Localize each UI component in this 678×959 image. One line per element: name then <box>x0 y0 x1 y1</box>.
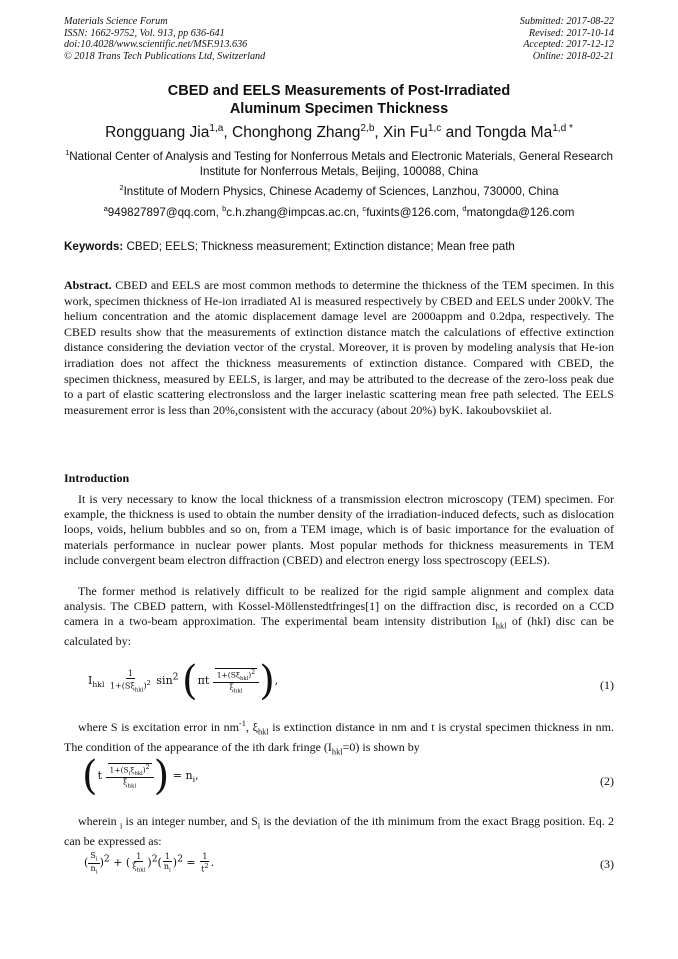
eq-symbol: t <box>97 769 103 782</box>
eq-den <box>227 683 244 695</box>
eq-sup: 2 <box>251 668 256 676</box>
eq-sqrt-text: 1+(Sξ <box>216 670 241 680</box>
eq-symbol: . <box>210 856 215 870</box>
eq-fraction <box>213 668 259 695</box>
intro-paragraph-1: It is very necessary to know the local thickness of a transmission electron microscopy (TEM) specimen. For example, the thickness is used to obtain the number density of the irradiation-induced defects, such as dislocation loops, voids, helium bubbles and so on, from a TEM image, which is of basic importance for the evaluation of materials performance in nuclear power plants. Most popular methods for thickness measurements in TEM include convergent beam electron diffraction (CBED) and electron energy loss spectroscopy (EELS). <box>64 492 614 567</box>
eq-sqrt-text: 1+(S <box>109 765 129 775</box>
affiliation-2 <box>64 185 614 200</box>
eq-num <box>213 668 259 683</box>
journal-header-right <box>520 16 614 62</box>
sqrt-icon: $1+(S\xi_{hkl})^2$ <box>216 668 256 682</box>
author-affil-sup: 1,c <box>427 122 442 134</box>
eq-symbol: = <box>186 856 196 870</box>
eq-sup: 2 <box>146 678 151 687</box>
eq-den <box>162 862 173 874</box>
equation-2 <box>64 752 614 812</box>
revised-date: Revised: 2017-10-14 <box>528 27 614 39</box>
email-sup: d <box>462 204 467 214</box>
copyright-line: © 2018 Trans Tech Publications Ltd, Switzerland <box>64 50 266 62</box>
eq-symbol: , <box>195 769 199 782</box>
online-date: Online: 2018-02-21 <box>532 50 614 62</box>
abstract-label: Abstract. <box>64 278 112 292</box>
affil-sup: 2 <box>119 183 124 193</box>
author-affil-sup: 1,d * <box>552 122 573 134</box>
accepted-date: Accepted: 2017-12-12 <box>523 39 614 51</box>
eq-den: $1+(S\xi_{hkl})^2$ <box>109 678 151 694</box>
para-sup: -1 <box>239 719 246 728</box>
equation-1-body <box>88 658 279 704</box>
eq-sub: hkl <box>134 770 143 777</box>
author-affil-sup: 2,b <box>360 122 375 134</box>
eq-symbol: πt <box>197 674 210 687</box>
abstract-text: CBED and EELS are most common methods to determine the thickness of the TEM specimen. In this work, specimen thickness of He-ion irradiated Al is measured respectively by CBED and EELS under 200kV. The helium concentration and the atomic displacement damage level are 2000appm and 0.2dpa, respectively. The CBED results show that the measurements of extinction distance match the calculations of effective extinction distance considering the deviation vector of the crystal. Moreover, it is proven by modeling analysis that He-ion irradiation does not affect the thickness measurements of extinction distance. Compared with CBED, the specimen thickness, measured by EELS, is larger, and may be attributed to the decrease of the zero-loss peak due to a part of elastic scattering electronsloss and the larger inelastic scattering mean free path selected. The EELS measurement error is less than 20%,consistent with the accuracy (about 20%) byK. Iakoubovskiiet al. <box>64 278 614 417</box>
eq-fraction <box>199 852 210 874</box>
eq-den <box>88 864 99 876</box>
doi-link[interactable]: doi:10.4028/www.scientific.net/MSF.913.636 <box>64 39 248 51</box>
para-text: of (hkl) disc can be calculated by: <box>64 614 614 648</box>
eq-sub: hkl <box>233 688 243 695</box>
abstract <box>64 278 614 418</box>
eq-den-text: ξ <box>123 777 128 787</box>
author-name: Xin Fu <box>383 124 428 141</box>
eq-fraction <box>108 669 153 693</box>
sqrt-icon: $1+(S_i\xi_{hkl})^2$ <box>109 763 150 777</box>
eq-den <box>130 862 147 874</box>
eq-symbol: t <box>201 864 205 874</box>
eq-den <box>121 778 138 790</box>
author-affil-sup: 1,a <box>209 122 224 134</box>
eq-sqrt-text: ξ <box>130 765 135 775</box>
eq-sup: 2 <box>177 853 183 865</box>
para-text: where S is excitation error in nm <box>78 720 240 734</box>
eq-symbol: n <box>163 862 169 872</box>
eq-fraction <box>88 851 99 875</box>
email-list <box>64 206 614 221</box>
eq-paren-close: ) <box>259 658 275 704</box>
intro-paragraph-2 <box>64 584 614 649</box>
para-text: The former method is relatively difficult to be realized for the rigid sample alignment and complex data analysis. The CBED pattern, with Kossel-Möllenstedtfringes[1] on the diffraction disc, is recorded on a CCD camera in a two-beam approximation. The experimental beam intensity distribution I <box>64 584 614 629</box>
eq-symbol: , <box>274 674 279 687</box>
equation-3-body: ( $\frac{S_i}{n_i}$ )$^2$ + ( $\frac{1}{\xi_{hkl}}$ )$^2$( $\frac{1}{n_i}$ )$^2$ = $\frac{1}{t^2}$ . <box>84 851 215 876</box>
paper-title <box>64 82 614 118</box>
para-text: is an integer number, and S <box>122 814 258 828</box>
email-link[interactable]: matongda@126.com <box>466 206 575 219</box>
eq-sub: hkl <box>134 687 144 694</box>
eq-paren-open: ( <box>181 658 198 704</box>
eq-den-text: 1+(Sξ <box>109 681 135 691</box>
eq-sub: hkl <box>240 675 249 682</box>
eq-sub: i <box>128 770 131 777</box>
eq-symbol: ξ <box>132 862 137 872</box>
submitted-date: Submitted: 2017-08-22 <box>519 16 614 27</box>
author-name: Tongda Ma <box>475 124 553 141</box>
eq-sub: hkl <box>92 680 105 690</box>
para-text: is the deviation of the ith minimum from the exact Bragg position. Eq. 2 can be expressed as: <box>64 814 614 848</box>
affil-sup: 1 <box>65 148 70 158</box>
eq-num: 1 <box>164 852 170 862</box>
para-sub: hkl <box>257 727 269 737</box>
author-name: Chonghong Zhang <box>232 124 361 141</box>
author-name: Rongguang Jia <box>105 124 210 141</box>
author-sep: , <box>374 124 384 141</box>
journal-name: Materials Science Forum <box>64 16 168 27</box>
eq-fraction <box>130 852 147 874</box>
title-line-2: Aluminum Specimen Thickness <box>229 101 449 117</box>
eq-sup: 2 <box>204 862 209 871</box>
eq-sub: i <box>95 869 98 876</box>
eq-sub: hkl <box>136 867 146 874</box>
eq-num: 1 <box>136 852 142 862</box>
email-sup: c <box>362 204 367 214</box>
section-heading-introduction: Introduction <box>64 471 130 485</box>
para-sub: i <box>257 821 261 831</box>
email-sup: a <box>103 204 108 214</box>
eq-den-text: ξ <box>229 682 234 692</box>
eq-paren-close: ) <box>153 753 170 799</box>
eq-fraction <box>106 763 154 790</box>
affiliation-1 <box>64 150 614 179</box>
para-sub: hkl <box>495 621 507 631</box>
author-sep: and <box>441 124 476 141</box>
eq-symbol: I <box>88 674 93 687</box>
equation-1 <box>64 653 614 713</box>
affil-text: Institute of Modern Physics, Chinese Academy of Sciences, Lanzhou, 730000, China <box>123 185 559 198</box>
eq-sup: 2 <box>145 763 150 771</box>
keywords-text: CBED; EELS; Thickness measurement; Extinction distance; Mean free path <box>123 240 515 253</box>
eq-paren-open: ( <box>82 753 98 799</box>
equation-number: (1) <box>600 678 614 692</box>
para-sub: hkl <box>331 746 343 756</box>
eq-symbol: S <box>90 851 96 860</box>
para-text: , ξ <box>246 720 258 734</box>
intro-paragraph-4 <box>64 814 614 849</box>
eq-fraction <box>162 852 173 874</box>
affil-text: National Center of Analysis and Testing for Nonferrous Metals and Electronic Materials, General Research Institute for Nonferrous Metals, Beijing, 100088, China <box>69 150 613 178</box>
eq-den <box>199 862 210 874</box>
author-sep: , <box>223 124 232 141</box>
eq-sup: 2 <box>103 853 110 865</box>
eq-sub: i <box>95 856 98 863</box>
eq-sub: i <box>168 867 171 874</box>
para-text: is extinction distance in nm and t is crystal specimen thickness in nm. The condition of the appearance of the ith dark fringe (I <box>64 720 614 754</box>
equation-3 <box>64 849 614 879</box>
keywords-label: Keywords: <box>64 240 124 253</box>
eq-symbol: + ( <box>113 856 131 870</box>
email-link[interactable]: fuxints@126.com, <box>366 206 463 219</box>
para-text: =0) is shown by <box>342 739 420 754</box>
equation-number: (3) <box>600 857 614 871</box>
para-text: wherein <box>78 814 120 828</box>
para-sub: i <box>119 821 123 831</box>
eq-symbol: n <box>90 863 96 873</box>
eq-num: 1 <box>127 668 133 678</box>
title-line-1: CBED and EELS Measurements of Post-Irradiated <box>167 83 511 99</box>
eq-sup: 2 <box>172 671 179 683</box>
eq-symbol: = n <box>172 769 193 782</box>
eq-num: 1 <box>202 852 208 862</box>
eq-num <box>106 763 154 778</box>
eq-sup: 2 <box>151 853 158 865</box>
email-link[interactable]: 949827897@qq.com, <box>107 206 223 219</box>
eq-symbol: sin <box>156 674 173 687</box>
eq-sub: i <box>192 775 196 785</box>
email-link[interactable]: c.h.zhang@impcas.ac.cn, <box>226 206 363 219</box>
email-sup: b <box>222 204 227 214</box>
eq-symbol: ) <box>147 856 152 870</box>
equation-2-body <box>82 753 199 799</box>
eq-sub: hkl <box>127 783 137 790</box>
eq-num <box>88 851 99 864</box>
author-list <box>64 124 614 142</box>
keywords <box>64 240 614 254</box>
issn-line: ISSN: 1662-9752, Vol. 913, pp 636-641 <box>64 27 225 39</box>
journal-header-left <box>64 16 265 62</box>
equation-number: (2) <box>600 774 614 788</box>
